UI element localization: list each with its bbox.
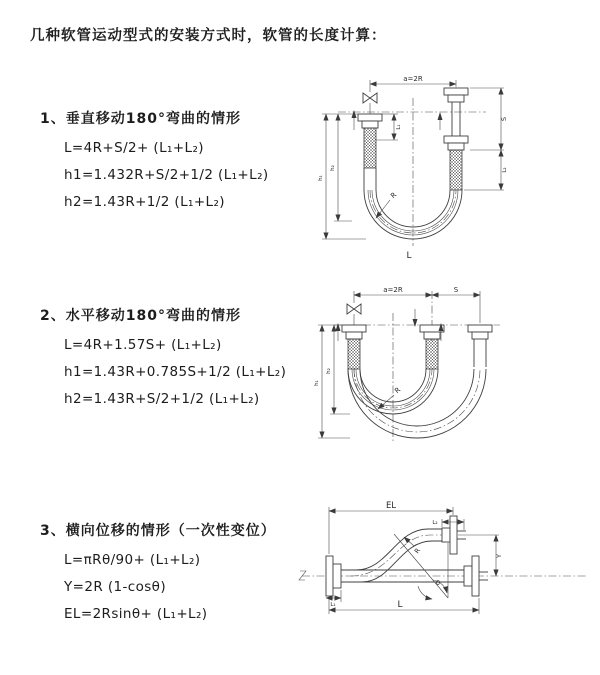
dim-label-l: L <box>397 600 403 610</box>
section-2 <box>40 305 286 413</box>
up-arrow-icon <box>352 110 357 130</box>
section-3-heading: 3、横向位移的情形（一次性变位） <box>40 523 276 539</box>
middle-pipe-flange <box>420 325 444 369</box>
right-pipe-flange <box>468 325 492 367</box>
down-arrow-icon <box>413 309 418 327</box>
formula-line: h1=1.43R+0.785S+1/2 (L₁+L₂) <box>64 364 287 380</box>
dim-label-l1: L₁ <box>396 124 402 130</box>
centerline-break-mark <box>299 571 306 580</box>
formula-line: Y=2R (1-cosθ) <box>64 579 166 595</box>
diagram-vertical-180-bend <box>308 72 593 262</box>
section-1-heading: 1、垂直移动180°弯曲的情形 <box>40 111 241 127</box>
dim-label-s: S <box>453 286 459 294</box>
section-3 <box>40 520 276 628</box>
right-pipe-flanges <box>444 88 468 190</box>
left-flange <box>326 556 341 596</box>
valve-icon <box>363 93 377 114</box>
dim-label-s: S <box>500 116 508 122</box>
dim-label-l2: L₂ <box>502 167 508 173</box>
dim-label-a-2r: a=2R <box>383 286 403 294</box>
dim-label-el: EL <box>385 501 397 511</box>
angle-theta <box>394 534 448 599</box>
section-1 <box>40 108 269 216</box>
radius-label: R <box>412 546 422 556</box>
dim-label-l2: L₂ <box>432 520 438 526</box>
diagram-lateral-displacement <box>296 498 591 643</box>
left-pipe-flange <box>342 325 366 369</box>
formula-line: EL=2Rsinθ+ (L₁+L₂) <box>64 606 208 622</box>
radius-label: R <box>389 190 399 201</box>
length-label: L <box>406 251 412 261</box>
formula-line: h2=1.43R+S/2+1/2 (L₁+L₂) <box>64 391 260 407</box>
pipe-original-position <box>341 570 464 582</box>
valve-icon <box>347 304 361 325</box>
up-arrow-icon <box>336 323 341 341</box>
dim-label-h2: h₂ <box>326 368 332 374</box>
dim-label-y: Y <box>495 554 503 558</box>
dim-label-l1: L₁ <box>330 602 336 608</box>
formula-line: L=4R+1.57S+ (L₁+L₂) <box>64 337 222 353</box>
page-title: 几种软管运动型式的安装方式时，软管的长度计算： <box>30 28 387 44</box>
dim-label-h1: h₁ <box>318 175 324 181</box>
diagram-horizontal-180-bend <box>308 283 593 463</box>
formula-line: L=πRθ/90+ (L₁+L₂) <box>64 552 201 568</box>
formula-line: h1=1.432R+S/2+1/2 (L₁+L₂) <box>64 167 269 183</box>
hose-u-bend-position-2 <box>348 369 486 438</box>
dim-label-h1: h₁ <box>314 380 320 386</box>
formula-line: h2=1.43R+1/2 (L₁+L₂) <box>64 194 225 210</box>
dim-label-h2: h₂ <box>330 165 336 171</box>
right-flange-original <box>464 556 488 596</box>
left-pipe-flange <box>358 114 382 168</box>
up-arrow-icon <box>438 112 443 130</box>
dim-label-theta: θ <box>436 579 440 587</box>
radius-label: R <box>393 385 403 396</box>
section-2-heading: 2、水平移动180°弯曲的情形 <box>40 308 241 324</box>
dim-label-a-2r: a=2R <box>403 75 423 83</box>
formula-line: L=4R+S/2+ (L₁+L₂) <box>64 140 204 156</box>
